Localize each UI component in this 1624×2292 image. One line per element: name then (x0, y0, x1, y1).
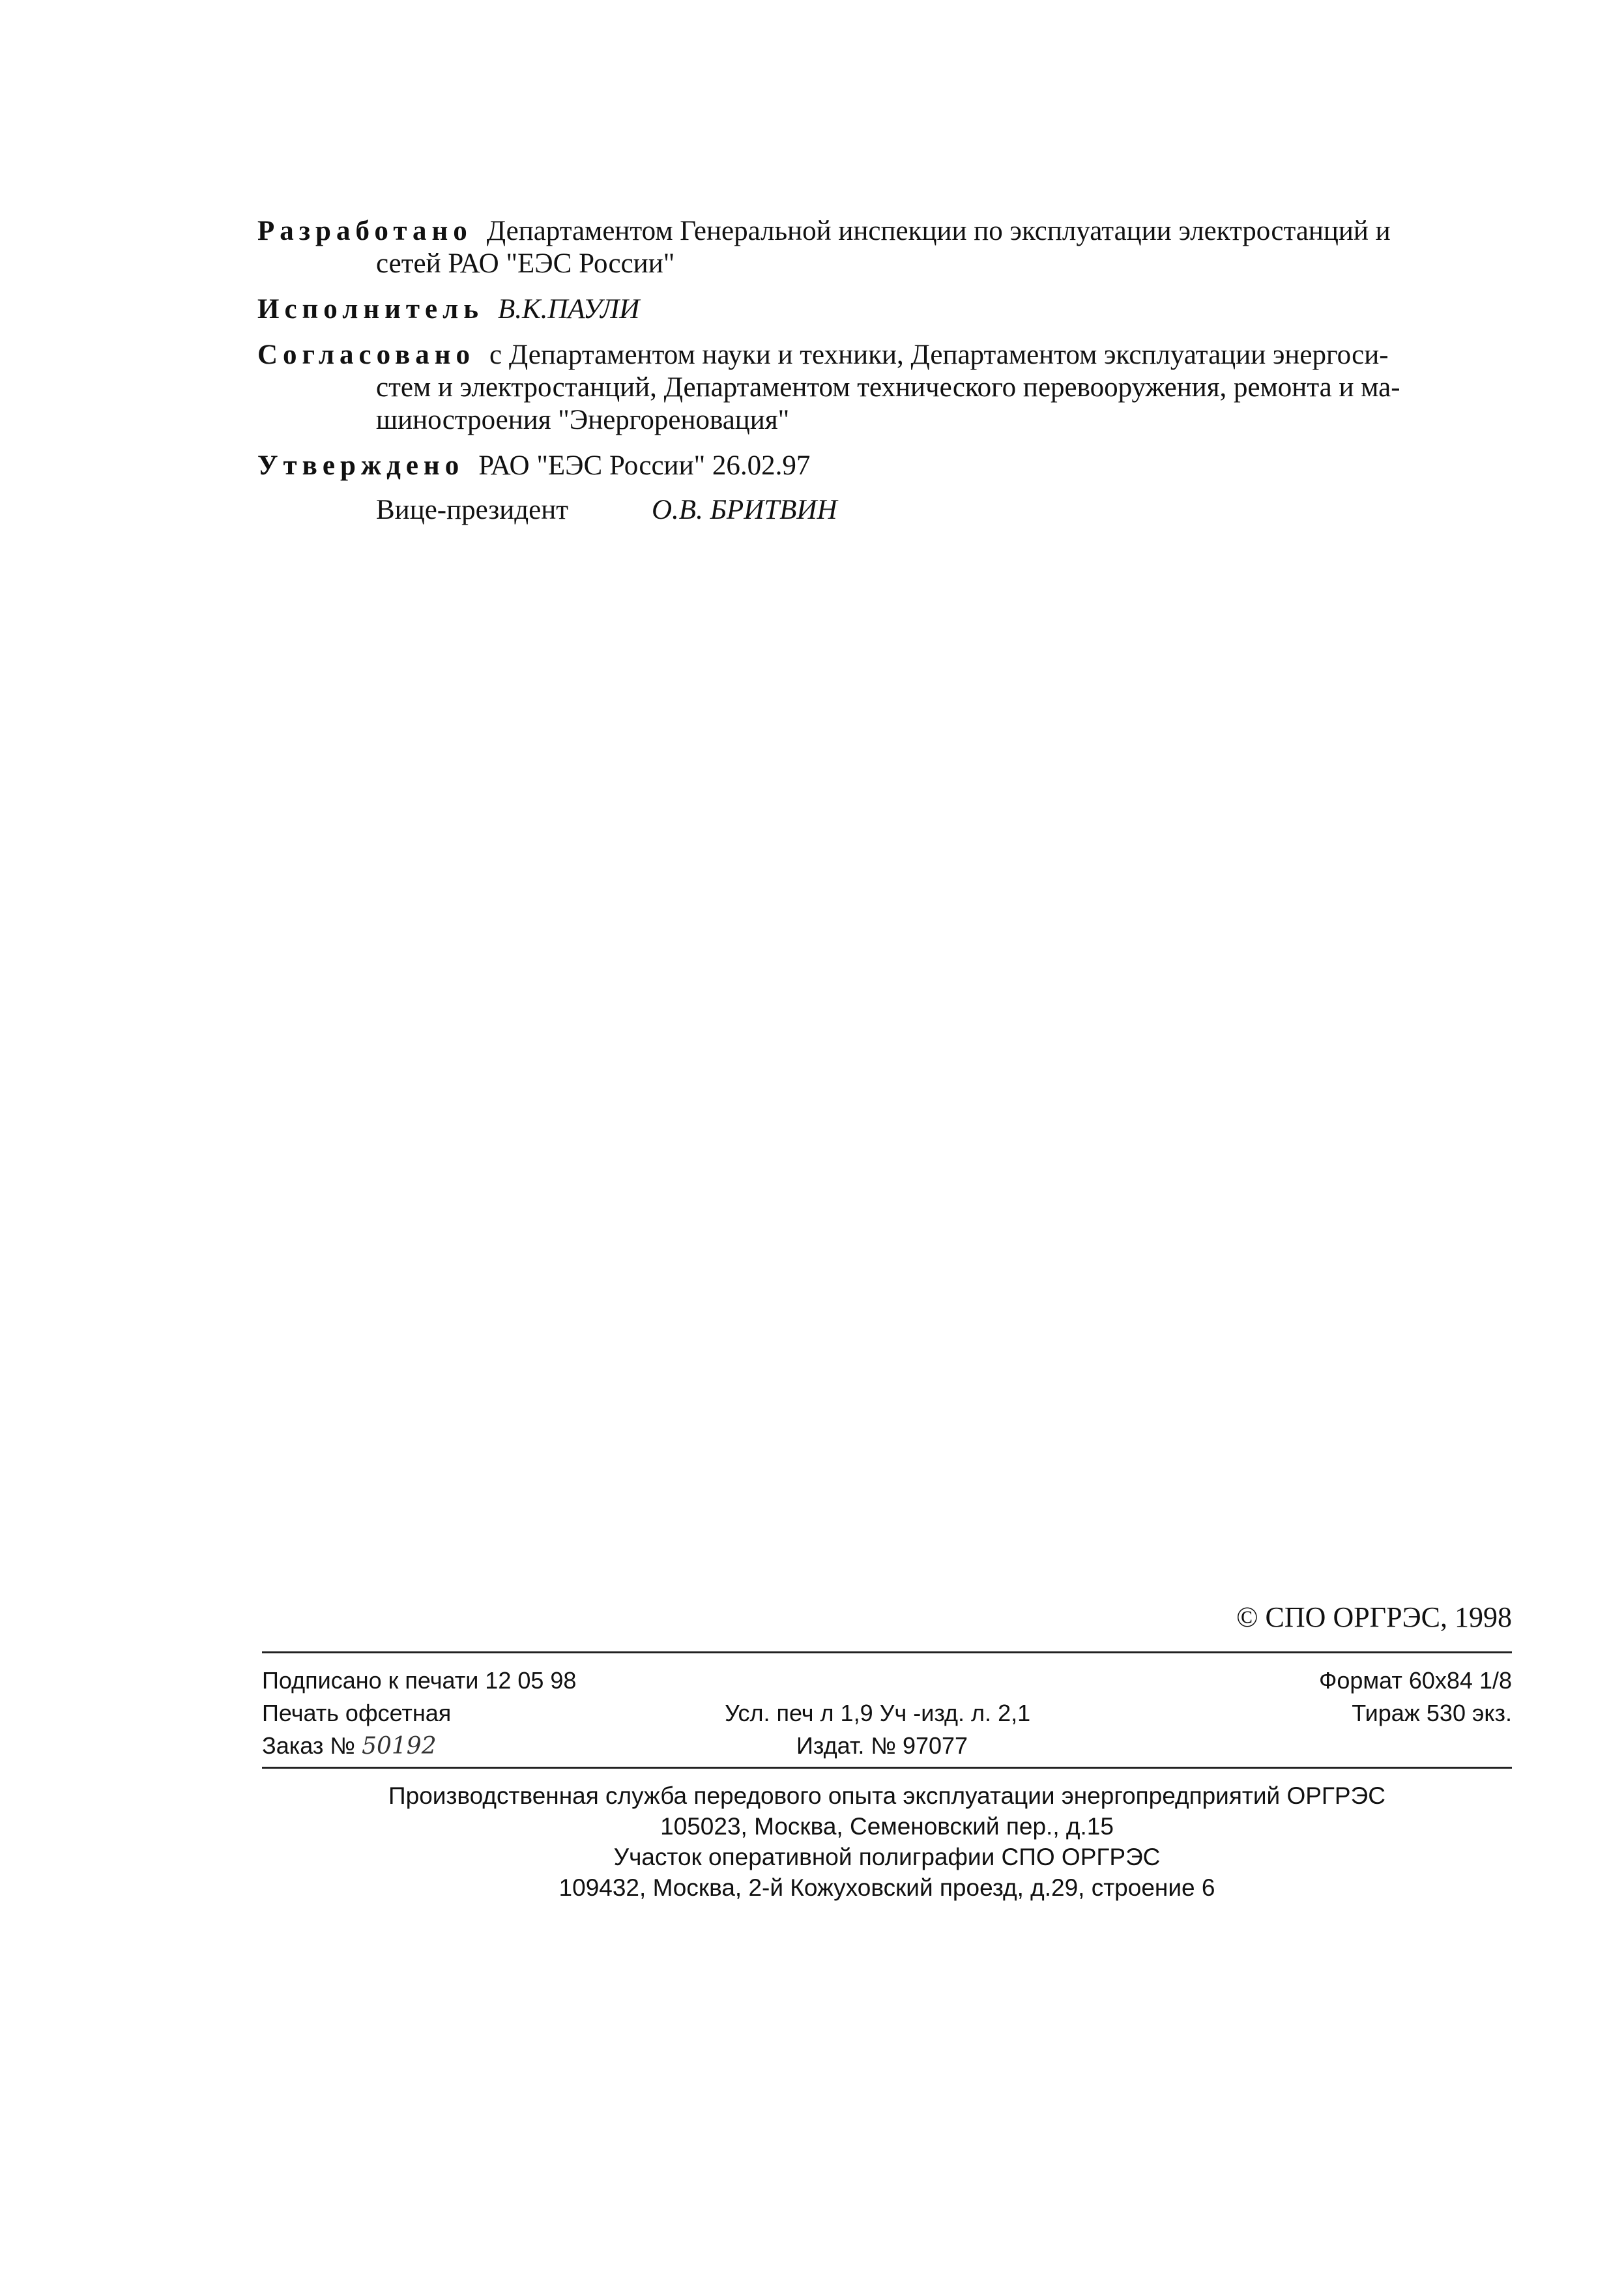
sheets-info: Усл. печ л 1,9 Уч -изд. л. 2,1 (725, 1700, 1031, 1726)
publisher-name: Производственная служба передового опыта эксплуатации энергопредприятий ОРГРЭС (388, 1782, 1385, 1809)
agreed-text-line3: шиностроения "Энергореновация" (376, 405, 790, 435)
credits-block (257, 215, 1528, 495)
imprint-top-rule (262, 1651, 1512, 1653)
imprint-block (262, 1667, 1512, 1758)
executor-entry (257, 293, 1528, 326)
developed-text-line2: сетей РАО "ЕЭС России" (376, 248, 675, 279)
print-type: Печать офсетная (262, 1700, 452, 1726)
printshop-name: Участок оперативной полиграфии СПО ОРГРЭС (613, 1844, 1161, 1870)
agreed-label: Согласовано (257, 340, 476, 370)
order-line (262, 1732, 437, 1760)
agreed-entry (257, 339, 1528, 437)
agreed-text-line2: стем и электростанций, Департаментом технического перевооружения, ремонта и ма- (376, 372, 1400, 403)
order-prefix: Заказ № (262, 1732, 356, 1759)
vice-president-role: Вице-президент (376, 495, 568, 525)
signed-for-print: Подписано к печати 12 05 98 (262, 1667, 577, 1694)
developed-entry (257, 215, 1528, 280)
developed-text-line1: Департаментом Генеральной инспекции по эксплуатации электростанций и (486, 216, 1391, 246)
circulation: Тираж 530 экз. (1352, 1700, 1512, 1726)
executor-label: Исполнитель (257, 294, 484, 325)
vice-president-name: О.В. БРИТВИН (652, 495, 837, 525)
vice-president-signature (376, 494, 837, 526)
publisher-footer (262, 1780, 1512, 1903)
executor-name: В.К.ПАУЛИ (498, 294, 640, 325)
order-number: 50192 (362, 1733, 437, 1760)
developed-label: Разработано (257, 216, 472, 246)
publisher-address: 105023, Москва, Семеновский пер., д.15 (660, 1813, 1114, 1840)
copyright-notice: © СПО ОРГРЭС, 1998 (1236, 1601, 1512, 1633)
edition-number: Издат. № 97077 (796, 1732, 968, 1759)
paper-format: Формат 60х84 1/8 (1318, 1667, 1512, 1694)
imprint-bottom-rule (262, 1767, 1512, 1769)
approved-entry (257, 450, 1528, 482)
approved-label: Утверждено (257, 450, 465, 481)
approved-text: РАО "ЕЭС России" 26.02.97 (478, 450, 811, 481)
printshop-address: 109432, Москва, 2-й Кожуховский проезд, д.29, строение 6 (558, 1874, 1215, 1901)
agreed-text-line1: с Департаментом науки и техники, Департаментом эксплуатации энергоси- (489, 340, 1389, 370)
